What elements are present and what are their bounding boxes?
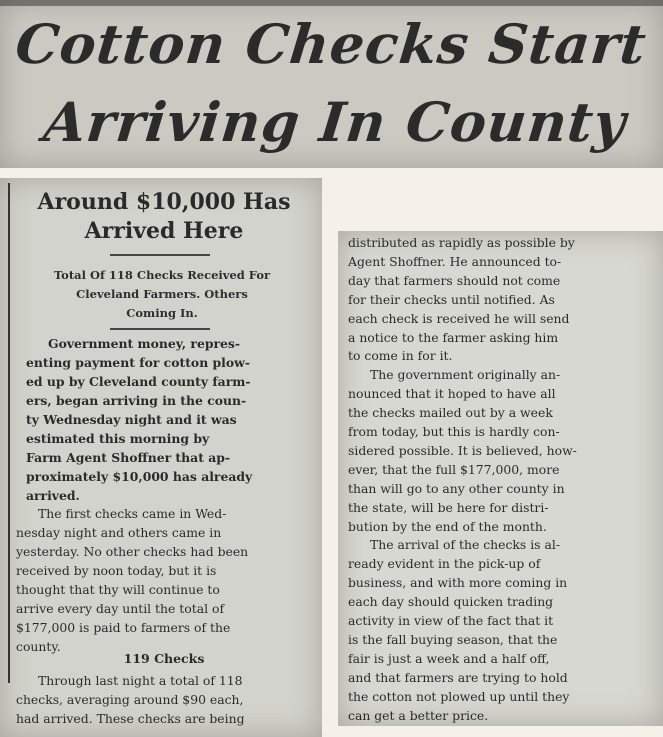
text-line: enting payment for cotton plow- — [26, 355, 250, 370]
text-line: Through last night a total of 118 — [38, 673, 243, 688]
text-line: yesterday. No other checks had been — [16, 544, 249, 559]
text-line: ty Wednesday night and it was — [26, 412, 237, 427]
deck-line: Total Of 118 Checks Received For — [53, 268, 271, 282]
left-column-clipping — [0, 178, 322, 737]
text-line: the cotton not plowed up until they — [348, 688, 570, 704]
text-line: ers, began arriving in the coun- — [26, 393, 247, 408]
headline-line-1: Cotton Checks Start — [12, 12, 650, 76]
text-line: activity in view of the fact that it — [348, 613, 554, 628]
section-head: 119 Checks — [123, 651, 205, 666]
text-line: the checks mailed out by a week — [348, 405, 553, 421]
text-line: business, and with more coming in — [348, 575, 568, 591]
text-line: for their checks until notified. As — [348, 291, 555, 307]
text-line: Government money, repres- — [48, 336, 241, 351]
text-line: county. — [16, 639, 61, 654]
text-line: ready evident in the pick-up of — [348, 556, 541, 572]
text-line: Farm Agent Shoffner that ap- — [26, 450, 231, 465]
subhead-line-2: Arrived Here — [84, 218, 244, 244]
text-line: nounced that it hoped to have all — [348, 386, 556, 402]
text-line: distributed as rapidly as possible by — [348, 235, 575, 250]
text-line: checks, averaging around $90 each, — [16, 692, 244, 707]
text-line: The arrival of the checks is al- — [370, 537, 561, 553]
headline-line-2: Arriving In County — [40, 90, 630, 154]
text-line: bution by the end of the month. — [348, 518, 547, 534]
text-line: to come in for it. — [348, 348, 453, 364]
text-line: from today, but this is hardly con- — [348, 424, 560, 439]
text-line: Agent Shoffner. He announced to- — [348, 253, 562, 269]
text-line: $177,000 is paid to farmers of the — [16, 620, 231, 635]
text-line: the state, will be here for distri- — [348, 499, 549, 515]
column-rule — [8, 183, 10, 683]
text-line: day that farmers should not come — [348, 272, 561, 288]
text-line: sidered possible. It is believed, how- — [348, 442, 577, 458]
text-line: arrived. — [26, 488, 80, 503]
text-line: had arrived. These checks are being — [16, 711, 245, 726]
text-line: and that farmers are trying to hold — [348, 669, 568, 685]
text-line: The first checks came in Wed- — [38, 506, 227, 521]
text-line: a notice to the farmer asking him — [348, 329, 559, 345]
deck-line: Cleveland Farmers. Others — [76, 287, 248, 301]
text-line: thought that thy will continue to — [16, 582, 220, 597]
headline-clipping — [0, 0, 663, 168]
text-line: ed up by Cleveland county farm- — [26, 374, 251, 389]
right-column-clipping — [338, 231, 663, 726]
text-line: proximately $10,000 has already — [26, 469, 253, 484]
text-line: each day should quicken trading — [348, 594, 554, 610]
top-rule — [0, 0, 663, 6]
text-line: each check is received he will send — [348, 310, 570, 326]
text-line: received by noon today, but it is — [16, 563, 217, 578]
divider-rule — [110, 328, 210, 330]
text-line: The government originally an- — [370, 367, 561, 383]
text-line: is the fall buying season, that the — [348, 631, 558, 647]
text-line: can get a better price. — [348, 707, 489, 723]
text-line: fair is just a week and a half off, — [348, 650, 550, 666]
deck-line: Coming In. — [126, 306, 198, 320]
text-line: arrive every day until the total of — [16, 601, 225, 616]
subhead-line-1: Around $10,000 Has — [37, 189, 291, 215]
divider-rule — [110, 254, 210, 256]
text-line: estimated this morning by — [26, 431, 210, 446]
text-line: than will go to any other county in — [348, 480, 565, 496]
text-line: nesday night and others came in — [16, 525, 222, 540]
text-line: ever, that the full $177,000, more — [348, 461, 560, 477]
